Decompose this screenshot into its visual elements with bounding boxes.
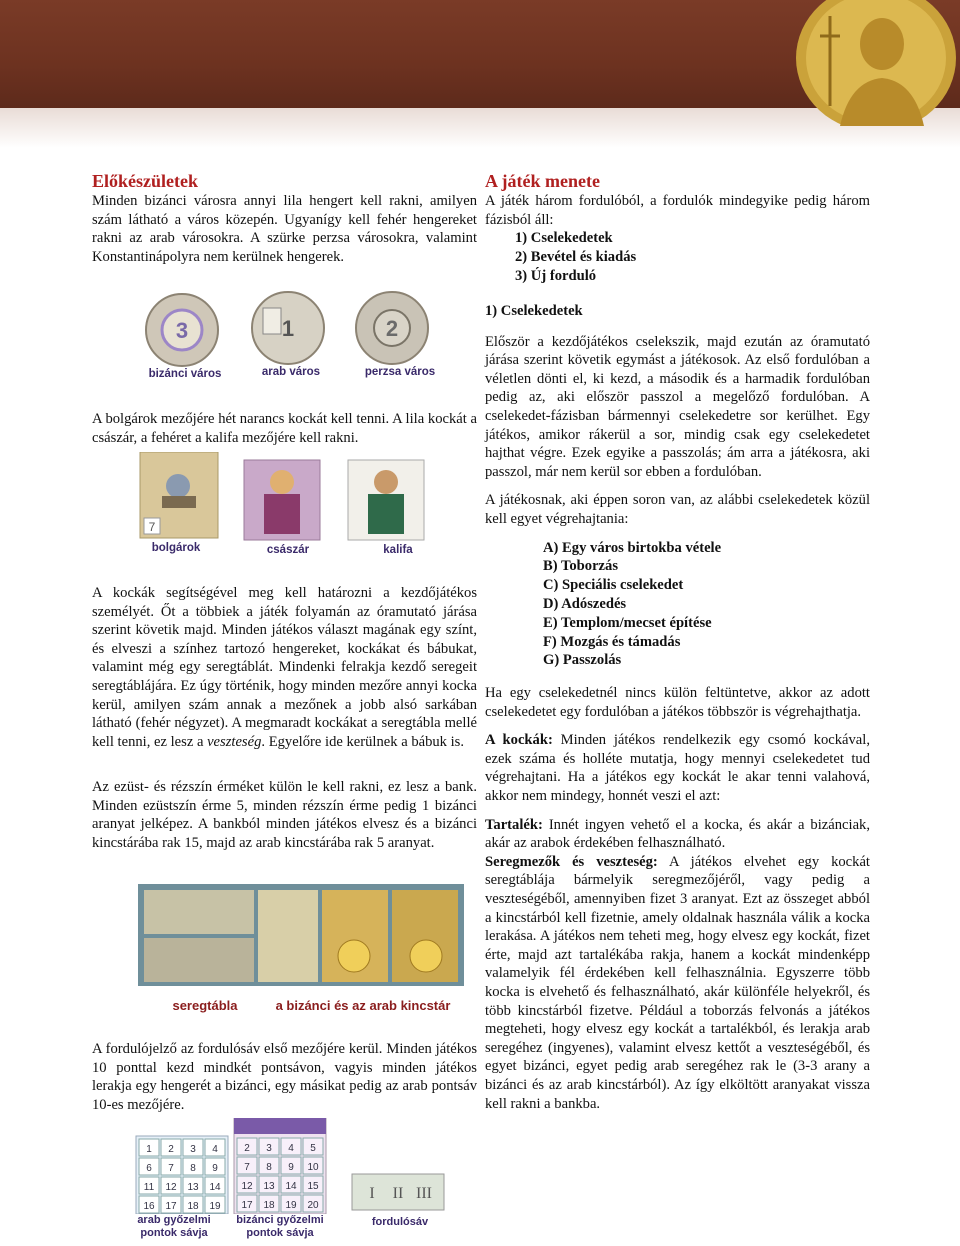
arab-score-number: 11 — [143, 1182, 155, 1193]
dice-paragraph: A kockák: Minden játékos rendelkezik egy csomó kockával, ezek száma és holléte mutatja, hogy mennyi cselekedetet tud végrehajtani. Ha a játékos egy kockát le akar tenni valahová, akkor nem mindegy, honnét veszi el azt: — [485, 732, 870, 805]
actions-section — [485, 302, 870, 1113]
arab-city-tile — [252, 292, 324, 364]
round-mark-1: I — [369, 1185, 375, 1202]
coin-section — [92, 778, 477, 852]
action-item: F) Mozgás és támadás — [543, 633, 681, 650]
dice-setup-paragraph: A kockák segítségével meg kell határozni a kezdőjátékos személyét. Őt a többiek a játék folyamán az óramutató járása szerint követik majd. Minden játékos választ magának egy színt, és elveszi a színhez tartozó hengereket, kockákat és bábukat, valamint még egy seregtáblát. Mindenki felrakja kezdő seregeit seregtáblájára. Ez úgy történik, hogy minden mezőre annyi kocka kerül, amilyen szám annak a mezőnek a jobb alsó sarkában látható (fehér négyzet). A megmaradt kockákat a seregtábla mellé kell tenni, ez lesz a veszteség. Egyelőre ide kerülnek a bábuk is. — [92, 585, 477, 750]
byzantine-score-number: 5 — [310, 1143, 316, 1154]
game-flow-intro: A játék három fordulóból, a fordulók mindegyike pedig három fázisból áll: — [485, 193, 870, 228]
arab-score-number: 17 — [165, 1201, 177, 1212]
reserve-term: Tartalék: — [485, 816, 543, 833]
caption-byzantine-score-track: bizánci győzelmi pontok sávja — [236, 1214, 324, 1239]
actions-paragraph: Először a kezdőjátékos cselekszik, majd ezután az óramutató járása szerint követik egymást a játékosok. Az első fordulóban a véletlen dönti el, ki kezd, a második és a harmadik fordulóban pedig az, aki először passzol a megelőző fordulóban. A cselekedet-fázisban bármennyi cselekedetre sor kerülhet. Egy játékos, amikor rákerül a sor, mindig csak egy cselekedetet hajthat végre. Ezek egyike a passzolás; ám arra a játékosra, aki passzol, már nem kerül sor ebben a fordulóban. — [485, 333, 870, 480]
game-flow-heading: A játék menete — [485, 171, 600, 191]
arab-score-number: 2 — [168, 1144, 174, 1155]
caption-round-track: fordulósáv — [371, 1216, 429, 1228]
bulgar-tile — [140, 452, 218, 538]
arab-score-number: 8 — [190, 1163, 196, 1174]
caption-persian-city: perzsa város — [364, 366, 436, 378]
phase-item: 3) Új forduló — [515, 268, 597, 285]
prep-paragraph: Minden bizánci városra annyi lila hengert kell rakni, amilyen szám látható a város közepén. Ugyanígy kell fehér hengereket rakni az arab városokra. A szürke perzsa városokra, valamint Konstantinápolyra nem kerülnek hengerek. — [92, 193, 477, 265]
round-section — [92, 1040, 477, 1114]
byzantine-score-number: 19 — [285, 1200, 297, 1211]
choose-paragraph: A játékosnak, aki éppen soron van, az alábbi cselekedetek közül kell egyet végrehajtania: — [485, 492, 870, 527]
action-item: B) Toborzás — [543, 558, 619, 575]
byzantine-score-number: 15 — [307, 1181, 319, 1192]
repeat-paragraph: Ha egy cselekedetnél nincs külön feltüntetve, akkor az adott cselekedetet egy fordulóban a játékos többször is végrehajthatja. — [485, 685, 870, 720]
prep-section — [92, 170, 477, 266]
caliph-tile — [348, 460, 424, 540]
arab-score-number: 6 — [146, 1163, 152, 1174]
caption-byzantine-city: bizánci város — [148, 368, 222, 380]
action-item: C) Speciális cselekedet — [543, 577, 684, 594]
army-board-figure — [138, 884, 464, 986]
action-list — [485, 539, 870, 671]
byzantine-score-number: 14 — [285, 1181, 297, 1192]
arab-score-number: 4 — [212, 1144, 218, 1155]
byzantine-score-number: 10 — [307, 1162, 319, 1173]
arab-score-number: 1 — [146, 1144, 152, 1155]
caption-emperor: császár — [266, 544, 310, 556]
actions-subheading: 1) Cselekedetek — [485, 303, 583, 319]
bulgar-number: 7 — [148, 520, 156, 534]
reserve-paragraph: Tartalék: Innét ingyen vehető el a kocka, és akár a bizánciak, akár az arabok érdekében felhasználható. — [485, 816, 870, 852]
action-item: D) Adószedés — [543, 595, 627, 612]
arab-score-number: 12 — [165, 1182, 177, 1193]
dice-term: A kockák: — [485, 732, 553, 749]
arab-score-number: 16 — [143, 1201, 155, 1212]
persian-city-number: 2 — [385, 316, 399, 341]
bulgar-paragraph: A bolgárok mezőjére hét narancs kockát kell tenni. A lila kockát a császár, a fehéret a kalifa mezőjére kell rakni. — [92, 411, 477, 446]
caption-arab-city: arab város — [261, 366, 321, 378]
action-item: E) Templom/mecset építése — [543, 614, 712, 631]
byzantine-score-number: 20 — [307, 1200, 319, 1211]
caption-treasury: a bizánci és az arab kincstár — [275, 998, 451, 1013]
byzantine-score-number: 17 — [241, 1200, 253, 1211]
byzantine-score-number: 9 — [288, 1162, 294, 1173]
byzantine-city-tile — [146, 294, 218, 366]
byzantine-score-number: 4 — [288, 1143, 294, 1154]
action-item: G) Passzolás — [543, 652, 622, 669]
caption-caliph: kalifa — [383, 544, 413, 556]
arab-city-number: 1 — [281, 316, 295, 341]
phase-item: 1) Cselekedetek — [515, 230, 613, 247]
byzantine-city-number: 3 — [175, 318, 189, 343]
game-flow-section — [485, 170, 870, 286]
persian-city-tile — [356, 292, 428, 364]
byzantine-score-track — [234, 1118, 326, 1214]
arab-score-number: 18 — [187, 1201, 199, 1212]
army-paragraph: Seregmezők és veszteség: A játékos elvehet egy kockát seregtáblája bármelyik seregmezőjéről, vagy pedig a veszteségéből, amennyiben fizet 3 aranyat. Ezt az összeget abból a kincstárból kell fizetnie, amely oldalnak használa válik a kocka lerakása. A játékos nem teheti meg, hogy elvesz egy kockát, fizet érte, majd azt tartalékába rakja, hanem a kockát mindenképp valamelyik fél érdekében kell felhasználnia. Egyszerre több kocka is elvehető és felhasználható, akár különféle helyekről, és több kincstárból fizetve. Például a toborzás felvonás a játékos megteheti, hogy elvesz egy kockát a tartalékból, és lerakja arab seregéhez (ingyenes), valamint elvesz kettőt a veszteségéből, és egyet bizánci, egyet pedig arab seregéhez rak le (3-3 arany a bizánci és az arab kincstárból). Az így elköltött aranyakat vissza kell rakni a bankba. — [485, 853, 870, 1112]
byzantine-score-number: 2 — [244, 1143, 250, 1154]
action-item: A) Egy város birtokba vétele — [543, 539, 722, 556]
arab-score-number: 14 — [209, 1182, 221, 1193]
arab-score-number: 19 — [209, 1201, 221, 1212]
caption-army-board: seregtábla — [172, 998, 238, 1013]
loss-term: veszteség — [207, 733, 262, 750]
bulgar-section — [92, 410, 477, 447]
phase-item: 2) Bevétel és kiadás — [515, 249, 637, 266]
round-mark-2: II — [392, 1185, 404, 1202]
arab-score-number: 7 — [168, 1163, 174, 1174]
round-paragraph: A fordulójelző az fordulósáv első mezőjére kerül. Minden játékos 10 ponttal kezd mindkét pontsávon, vagyis minden játékos lerakja egy hengerét a bizánci, egy másikat pedig az arab pontsáv 10-es mezőjére. — [92, 1041, 477, 1113]
byzantine-score-number: 12 — [241, 1181, 253, 1192]
coin-paragraph: Az ezüst- és rézszín érméket külön le kell rakni, ez lesz a bank. Minden ezüstszín érme 5, minden rézszín érme pedig 1 bizánci aranyat jelképez. A bankból minden játékos elvesz és a bizánci kincstárába rak 15, majd az arab kincstárába rak 5 aranyat. — [92, 779, 477, 851]
score-tracks-figure — [130, 1118, 460, 1214]
arab-score-track — [136, 1136, 228, 1214]
byzantine-score-number: 8 — [266, 1162, 272, 1173]
byzantine-coin-icon — [790, 0, 958, 126]
round-track — [352, 1174, 444, 1210]
byzantine-score-number: 13 — [263, 1181, 275, 1192]
dice-setup-section — [92, 584, 477, 751]
byzantine-score-number: 7 — [244, 1162, 250, 1173]
emperor-tile — [244, 460, 320, 540]
byzantine-score-number: 3 — [266, 1143, 272, 1154]
phase-list — [485, 229, 870, 286]
caption-arab-score-track: arab győzelmi pontok sávja — [137, 1214, 211, 1239]
prep-heading: Előkészületek — [92, 171, 198, 191]
army-term: Seregmezők és veszteség: — [485, 853, 658, 870]
caption-bulgars: bolgárok — [151, 542, 201, 554]
byzantine-score-number: 18 — [263, 1200, 275, 1211]
arab-score-number: 3 — [190, 1144, 196, 1155]
arab-score-number: 13 — [187, 1182, 199, 1193]
ruler-figure — [138, 452, 428, 544]
arab-score-number: 9 — [212, 1163, 218, 1174]
round-mark-3: III — [416, 1185, 432, 1202]
